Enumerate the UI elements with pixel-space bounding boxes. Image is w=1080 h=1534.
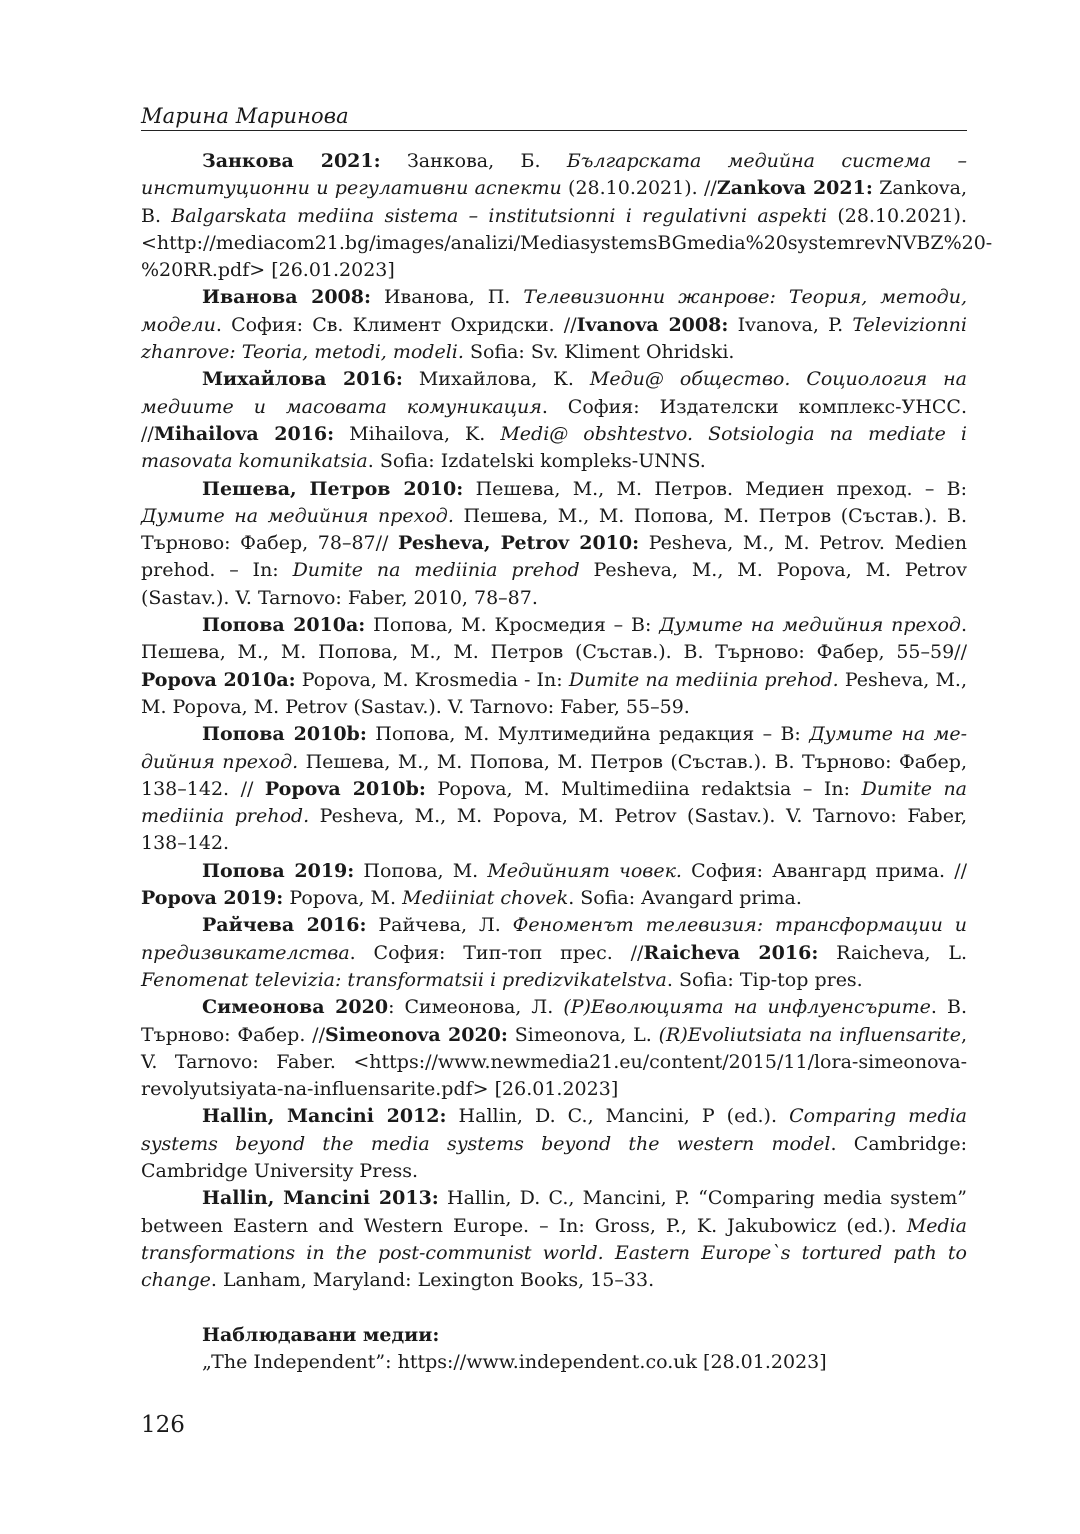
running-header xyxy=(141,104,967,131)
reference-title: Media transformations in the post-communist world. Eastern Europe`s tortured path to change xyxy=(141,1214,967,1292)
reference-text: Райчева, Л. xyxy=(366,914,513,937)
reference-key: Mihailova 2016: xyxy=(153,422,335,445)
reference-text: Pesheva, M., M. Petrov. Medien prehod. – In: xyxy=(141,532,967,582)
reference-text: . Sofia: Izdatelski kompleks-UNNS. xyxy=(367,450,706,473)
reference-text: . Cambridge: Cambridge University Press. xyxy=(141,1132,967,1182)
reference-title: Феноменът телевизия: трансформации и предизвикателства xyxy=(141,914,967,964)
reference-entry xyxy=(141,612,967,721)
reference-text: . София: Издателски комплекс-УНСС. // xyxy=(141,395,967,445)
reference-entry xyxy=(141,366,967,475)
reference-key: Пешева, Петров 2010: xyxy=(202,477,464,500)
reference-key: Pesheva, Petrov 2010: xyxy=(398,532,640,555)
reference-entry xyxy=(141,912,967,994)
reference-text: Пешева, М., М. Попова, М. Петров (Състав.). В. Търново: Фабер, 78–87// xyxy=(141,504,968,555)
reference-key: Raicheva 2016: xyxy=(643,941,819,964)
observed-media-section xyxy=(141,1322,967,1377)
reference-text: Попова, М. Кросмедия – В: xyxy=(365,614,660,637)
reference-key: Simeonova 2020: xyxy=(324,1023,508,1046)
reference-text: . София: Св. Климент Охридски. // xyxy=(215,313,577,336)
reference-entry xyxy=(141,994,967,1103)
reference-text: Иванова, П. xyxy=(371,286,524,309)
reference-key: Иванова 2008: xyxy=(202,286,372,309)
reference-title: Balgarskata mediina sistema – institutsionni i regulativni aspekti xyxy=(171,204,828,227)
reference-entry xyxy=(141,1103,967,1185)
reference-text: Михайлова, К. xyxy=(402,368,590,391)
reference-title: Dumite na mediinia prehod. xyxy=(568,668,839,691)
reference-title: Думите на медийния преход. xyxy=(141,504,454,527)
reference-key: Popova 2010a: xyxy=(141,668,296,691)
reference-text: . В. Търново: Фабер. // xyxy=(141,996,967,1046)
reference-text: . Пешева, М., М. Попова, М., М. Петров (Състав.). В. Търново: Фабер, 55–59// xyxy=(141,614,968,664)
reference-entry xyxy=(141,1185,967,1294)
reference-text: Sofia: Sv. Kliment Ohridski. xyxy=(463,341,735,364)
reference-key: Popova 2019: xyxy=(141,887,284,910)
reference-text: София: Авангард прима. // xyxy=(681,859,967,882)
reference-key: Попова 2019: xyxy=(202,859,355,882)
reference-entry xyxy=(141,476,967,612)
reference-title: Fenomenat televizia: transformatsii i predizvikatelstva xyxy=(141,968,667,991)
reference-title: (Р)Еволюцията на инфлуенсърите xyxy=(563,996,931,1019)
reference-text: Pesheva, M., M. Popova, M. Petrov (Sastav.). V. Tarnovo: Faber, 2010, 78–87. xyxy=(141,559,967,609)
reference-text: Пешева, М., М. Попова, М. Петров (Състав.). В. Търново: Фабер, 138–142. // xyxy=(141,750,967,800)
reference-text: Popova, M. Multimediina redaktsia – In: xyxy=(425,777,862,800)
reference-entry xyxy=(141,721,967,857)
reference-list xyxy=(141,148,993,1294)
reference-key: Попова 2010b: xyxy=(202,723,367,746)
reference-text: Popova, M. xyxy=(283,887,403,910)
reference-text: Popova, M. Krosmedia - In: xyxy=(295,668,569,691)
observed-media-item: „The Independent”: https://www.independent.co.uk [28.01.2023] xyxy=(202,1351,827,1374)
reference-text: . Lanham, Maryland: Lexington Books, 15–33. xyxy=(210,1269,655,1292)
reference-text: Ivanova, P. xyxy=(728,313,853,336)
observed-media-heading: Наблюдавани медии: xyxy=(202,1324,440,1346)
reference-text: . Sofia: Tip-top pres. xyxy=(666,968,863,991)
reference-entry xyxy=(141,148,993,284)
reference-title: Телевизионни жанрове: Теория, методи, модели xyxy=(141,286,967,336)
reference-title: Dumite na mediinia prehod xyxy=(292,559,580,582)
reference-title: Comparing media systems beyond the media systems beyond the western model xyxy=(141,1105,967,1155)
reference-key: Hallin, Mancini 2012: xyxy=(202,1105,447,1128)
reference-key: Zankova 2021: xyxy=(716,177,873,200)
reference-title: Medi@ obshtestvo. Sotsiologia na mediate i masovata komunikatsia xyxy=(141,422,968,473)
reference-key: Hallin, Mancini 2013: xyxy=(202,1187,439,1210)
reference-title: Меди@ общество. Социология на медиите и масовата комуникация xyxy=(141,368,967,418)
reference-text: Hallin, D. C., Mancini, P. “Comparing media system” between Eastern and Western Europe. – In: Gross, P., K. Jakubowicz (ed.). xyxy=(141,1187,967,1237)
running-head-author: Марина Маринова xyxy=(141,104,349,128)
reference-text: Попова, М. xyxy=(354,859,488,882)
reference-text: (28.10.2021). <http://mediacom21.bg/images/analizi/MediasystemsBGmedia%20systemrevNVBZ%20-%20RR.pdf> [26.01.2023] xyxy=(141,204,993,282)
reference-text: (28.10.2021). // xyxy=(561,177,717,200)
reference-title: Медийният човек. xyxy=(487,859,682,882)
reference-title: (R)Evoliutsiata na influensarite xyxy=(658,1023,961,1046)
reference-text: Mihailova, K. xyxy=(334,422,501,445)
reference-text: Pesheva, M., M. Popova, M. Petrov (Sastav.). V. Tarnovo: Faber, 55–59. xyxy=(141,668,967,718)
reference-text: Попова, М. Мултимедийна редакция – В: xyxy=(366,723,810,746)
reference-key: Симеонова 2020 xyxy=(202,996,389,1019)
reference-key: Ivanova 2008: xyxy=(576,313,729,336)
reference-text: Zankova, B. xyxy=(141,177,967,227)
reference-title: Dumite na mediinia prehod. xyxy=(141,777,968,828)
reference-text: : Симеонова, Л. xyxy=(388,996,564,1019)
reference-title: Televizionni zhanrove: Teoria, metodi, modeli. xyxy=(141,313,967,364)
reference-text: Pesheva, M., M. Popova, M. Petrov (Sastav.). V. Tarnovo: Faber, 138–142. xyxy=(141,805,967,855)
reference-title: Mediiniat chovek xyxy=(402,887,569,910)
reference-key: Занкова 2021: xyxy=(202,150,381,172)
reference-key: Михайлова 2016: xyxy=(202,368,403,391)
reference-text: , V. Tarnovo: Faber. <https://www.newmedia21.eu/content/2015/11/lora-simeonova-revolyutsiyata-na-influensarite.pdf> [26.01.2023] xyxy=(141,1023,967,1101)
reference-key: Popova 2010b: xyxy=(264,777,426,800)
reference-text: Hallin, D. C., Mancini, P (ed.). xyxy=(446,1105,790,1128)
reference-entry xyxy=(141,284,967,366)
reference-text: Пешева, М., М. Петров. Медиен преход. – В: xyxy=(463,477,967,500)
reference-title: Думите на медийния преход xyxy=(659,614,961,637)
reference-title: Думите на медийния преход. xyxy=(141,723,967,773)
reference-title: Българската медийна система – институционни и регулативни аспекти xyxy=(141,150,968,200)
reference-text: . София: Тип-топ прес. // xyxy=(349,941,644,964)
reference-text: Simeonova, L. xyxy=(507,1023,659,1046)
reference-key: Попова 2010a: xyxy=(202,614,366,637)
reference-text: Raicheva, L. xyxy=(818,941,968,964)
reference-key: Райчева 2016: xyxy=(202,914,367,937)
page-number: 126 xyxy=(141,1412,185,1438)
reference-text: . Sofia: Avangard prima. xyxy=(568,887,802,910)
reference-text: Занкова, Б. xyxy=(380,150,567,172)
reference-entry xyxy=(141,858,967,913)
